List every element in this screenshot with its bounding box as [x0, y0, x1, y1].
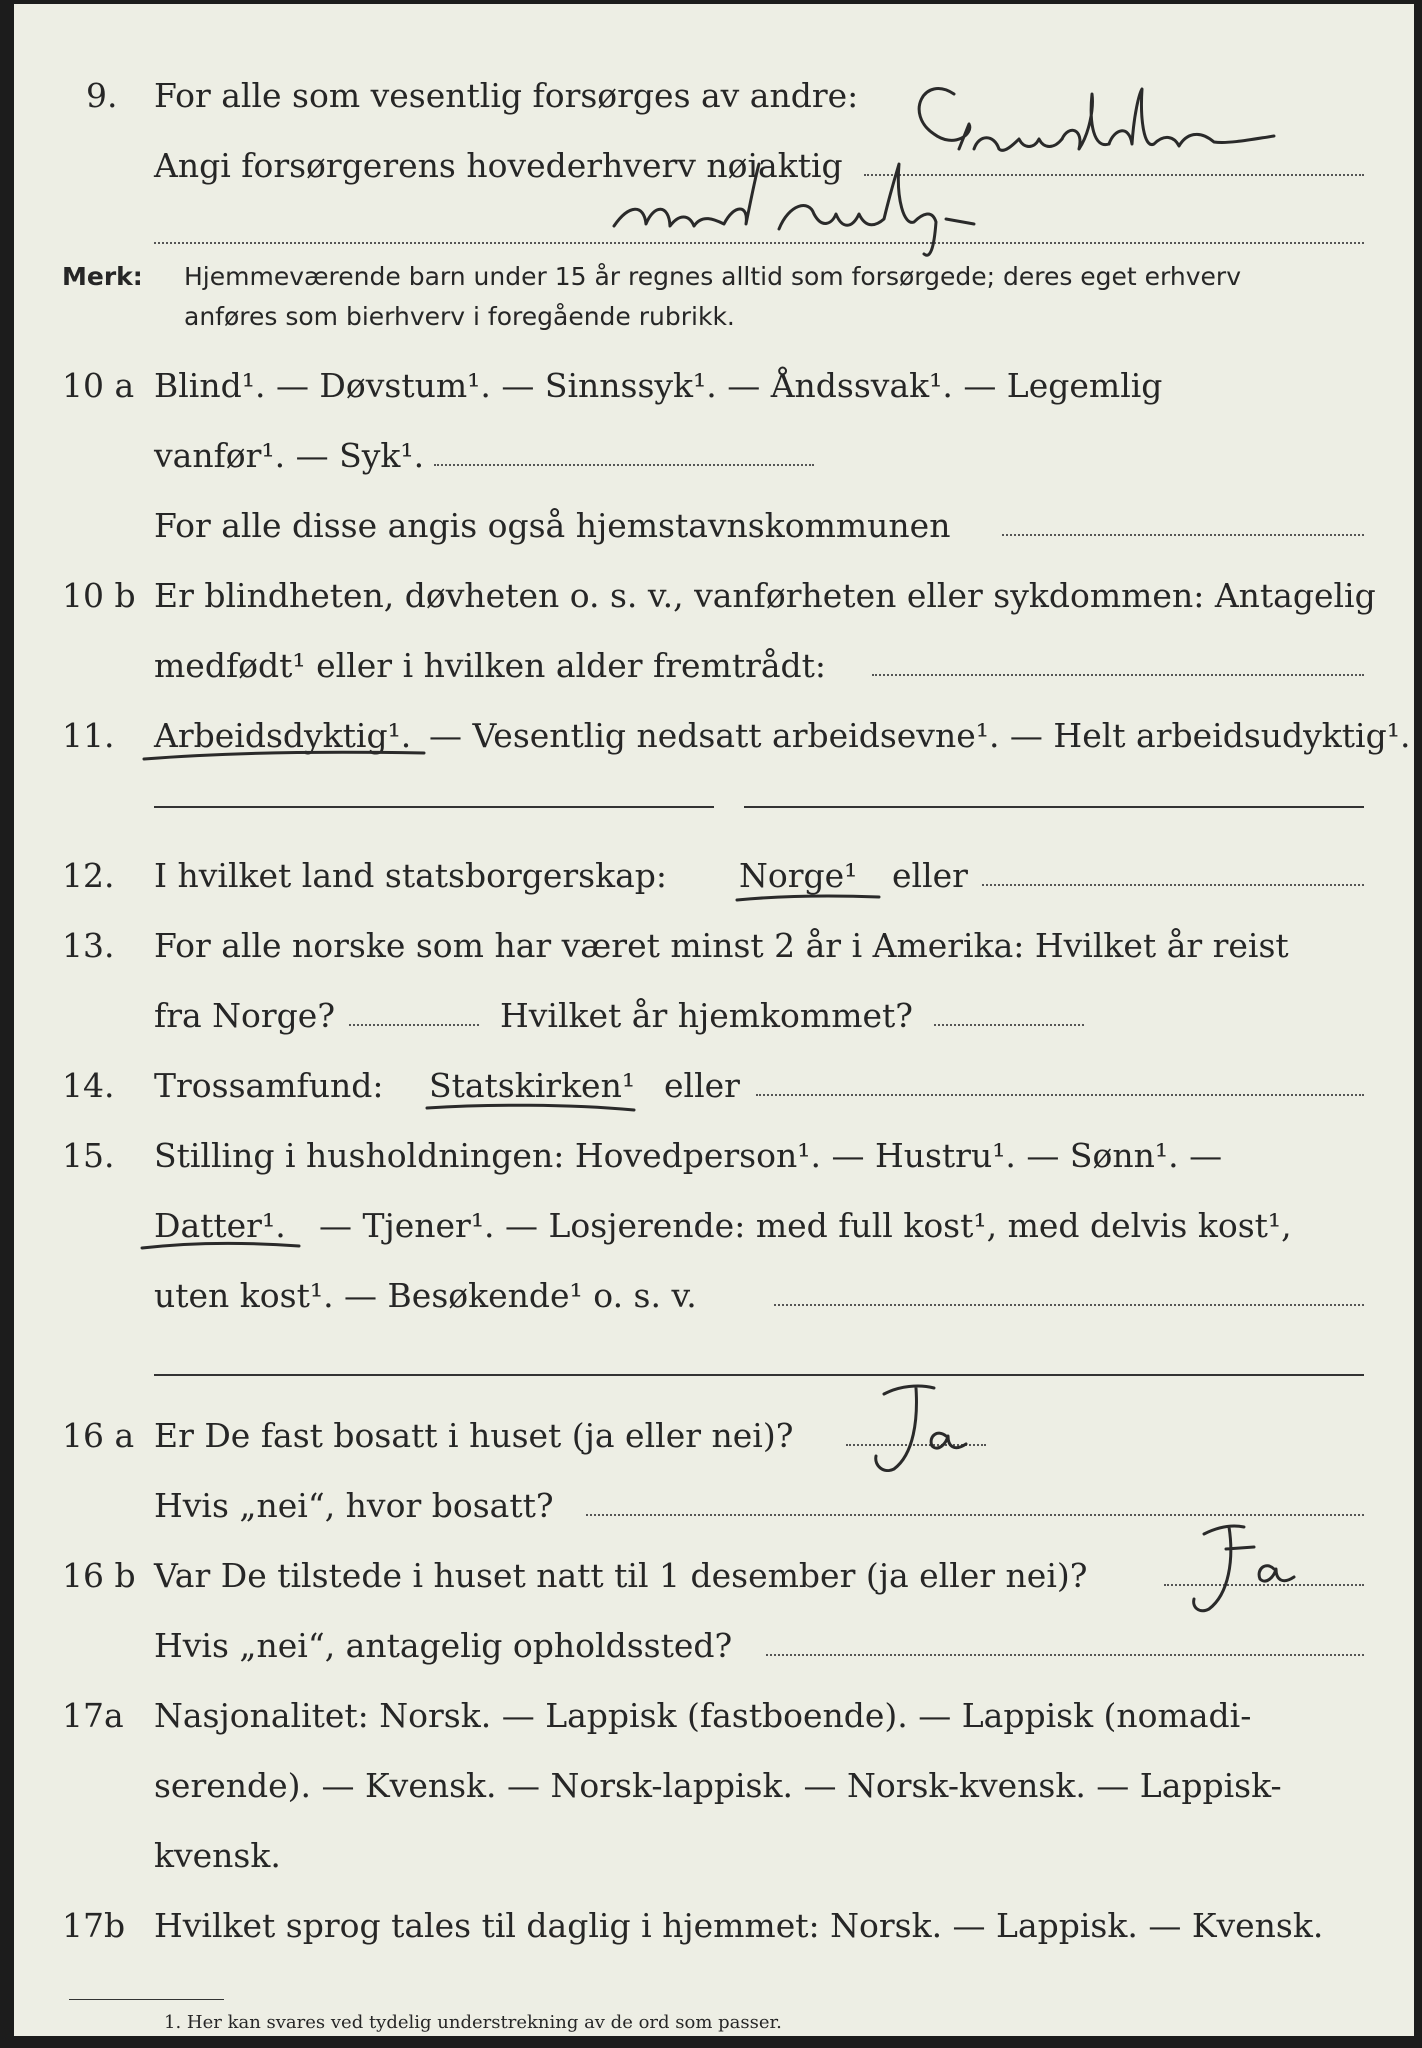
- q11-number: 11.: [62, 716, 115, 755]
- q16b-line2: Hvis „nei“, antagelig opholdssted?: [154, 1626, 733, 1665]
- q9-handwritten-answer: [574, 54, 1374, 254]
- q10b-number: 10 b: [62, 576, 136, 615]
- q15-underline-mark: [134, 1232, 314, 1262]
- q16a-handwritten-ja: [854, 1374, 1004, 1484]
- q15-option-datter: Datter¹.: [154, 1206, 286, 1245]
- q17b-line1: Hvilket sprog tales til daglig i hjemmet: Norsk. — Lappisk. — Kvensk.: [154, 1906, 1324, 1945]
- q15-line3: uten kost¹. — Besøkende¹ o. s. v.: [154, 1276, 697, 1315]
- q10a-line2: vanfør¹. — Syk¹.: [154, 436, 425, 475]
- q17a-line3: kvensk.: [154, 1836, 281, 1875]
- q16b-line1: Var De tilstede i huset natt til 1 desember (ja eller nei)?: [154, 1556, 1088, 1595]
- q16a-number: 16 a: [62, 1416, 135, 1455]
- q10b-answer-line: [872, 674, 1364, 676]
- q15-number: 15.: [62, 1136, 115, 1175]
- merk-line1: Hjemmeværende barn under 15 år regnes alltid som forsørgede; deres eget erhverv: [184, 262, 1241, 291]
- q10b-line1: Er blindheten, døvheten o. s. v., vanførheten eller sykdommen: Antagelig: [154, 576, 1376, 615]
- q15-line1: Stilling i husholdningen: Hovedperson¹. — Hustru¹. — Sønn¹. —: [154, 1136, 1223, 1175]
- q12-answer-line: [982, 884, 1364, 886]
- q13-number: 13.: [62, 926, 115, 965]
- q16b-whereabouts-line: [766, 1654, 1364, 1656]
- q16a-line1: Er De fast bosatt i huset (ja eller nei)?: [154, 1416, 794, 1455]
- q17a-line2: serende). — Kvensk. — Norsk-lappisk. — Norsk-kvensk. — Lappisk-: [154, 1766, 1282, 1805]
- q16a-line2: Hvis „nei“, hvor bosatt?: [154, 1486, 554, 1525]
- q15-rule: [154, 1374, 1364, 1376]
- q12-text: I hvilket land statsborgerskap:: [154, 856, 668, 895]
- q14-number: 14.: [62, 1066, 115, 1105]
- q16b-handwritten-ja: [1174, 1509, 1334, 1629]
- q9-line2: Angi forsørgerens hovederhverv nøiaktig: [154, 146, 843, 185]
- q17b-number: 17b: [62, 1906, 126, 1945]
- q11-rest: — Vesentlig nedsatt arbeidsevne¹. — Helt arbeidsudyktig¹.: [429, 716, 1411, 755]
- q14-option-statskirken: Statskirken¹: [429, 1066, 636, 1105]
- q10a-line1: Blind¹. — Døvstum¹. — Sinnssyk¹. — Åndssvak¹. — Legemlig: [154, 366, 1163, 405]
- merk-label: Merk:: [62, 262, 143, 291]
- q12-option-norge: Norge¹: [739, 856, 858, 895]
- q9-line1: For alle som vesentlig forsørges av andre:: [154, 76, 859, 115]
- q10a-hometown-line: [1002, 534, 1364, 536]
- q11-rule-right: [744, 806, 1364, 808]
- q13-line2a: fra Norge?: [154, 996, 336, 1035]
- footnote: 1. Her kan svares ved tydelig understrekning av de ord som passer.: [164, 2012, 782, 2033]
- q10b-line2: medfødt¹ eller i hvilken alder fremtrådt:: [154, 646, 827, 685]
- q14-text: Trossamfund:: [154, 1066, 384, 1105]
- q14-tail: eller: [664, 1066, 740, 1105]
- q10a-line3: For alle disse angis også hjemstavnskommunen: [154, 506, 951, 545]
- q15-answer-line: [774, 1304, 1364, 1306]
- census-form-page: [14, 4, 1414, 2036]
- q15-line2-rest: — Tjener¹. — Losjerende: med full kost¹, med delvis kost¹,: [319, 1206, 1292, 1245]
- q17a-line1: Nasjonalitet: Norsk. — Lappisk (fastboende). — Lappisk (nomadi-: [154, 1696, 1252, 1735]
- footnote-rule: [69, 1999, 224, 2000]
- q11-rule-left: [154, 806, 714, 808]
- q13-line1: For alle norske som har været minst 2 år i Amerika: Hvilket år reist: [154, 926, 1289, 965]
- q13-departure-year-line: [349, 1024, 479, 1026]
- q17a-number: 17a: [62, 1696, 124, 1735]
- merk-line2: anføres som bierhverv i foregående rubrikk.: [184, 302, 735, 331]
- q11-option-arbeidsdyktig: Arbeidsdyktig¹.: [154, 716, 412, 755]
- q12-underline-mark: [729, 882, 889, 912]
- q16b-number: 16 b: [62, 1556, 136, 1595]
- q13-line2b: Hvilket år hjemkommet?: [500, 996, 913, 1035]
- q13-return-year-line: [934, 1024, 1084, 1026]
- q9-number: 9.: [86, 76, 118, 115]
- q12-number: 12.: [62, 856, 115, 895]
- q10a-answer-line: [434, 464, 814, 466]
- q14-answer-line: [756, 1094, 1364, 1096]
- q11-underline-mark: [139, 739, 439, 769]
- q12-tail: eller: [892, 856, 968, 895]
- q14-underline-mark: [419, 1092, 649, 1122]
- q10a-number: 10 a: [62, 366, 135, 405]
